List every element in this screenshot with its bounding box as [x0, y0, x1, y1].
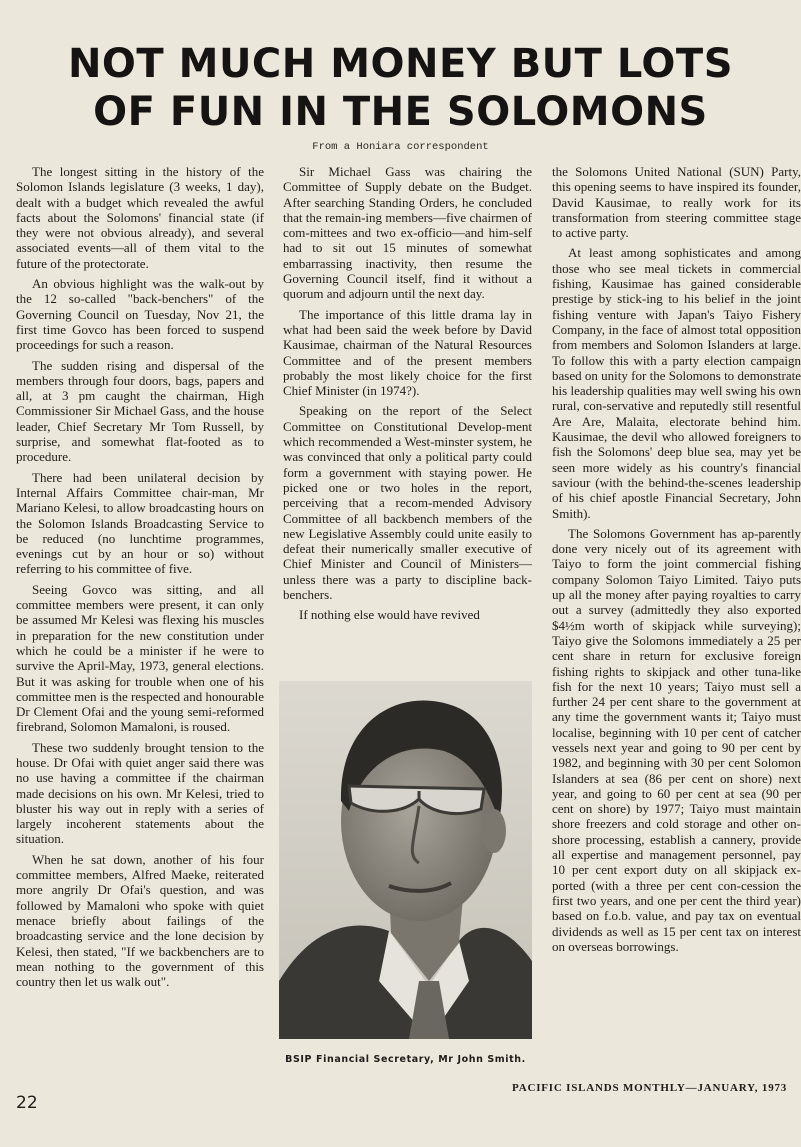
- paragraph: Sir Michael Gass was chairing the Committee of Supply debate on the Budget. After searching Standing Orders, he concluded that the remain-ing members—five chairmen of com-mittees and two ex-officio—and him-self had to sit out 15 minutes of somewhat embarrassing inactivity, then resume the Governing Council itself, find it without a quorum and adjourn until the next day.: [283, 164, 532, 302]
- photo-caption: BSIP Financial Secretary, Mr John Smith.: [285, 1054, 526, 1065]
- byline: From a Honiara correspondent: [312, 141, 489, 153]
- paragraph: Seeing Govco was sitting, and all committee members were present, it can only be assumed Mr Kelesi was flexing his muscles in preparation for the new constitution under which he could be a minister if he were to survive the April-May, 1973, general elections. But it was asking for trouble when one of his committee men is the respected and honourable Dr Clement Ofai and the young semi-reformed firebrand, Solomon Mamaloni, is roused.: [16, 581, 264, 735]
- paragraph: When he sat down, another of his four committee members, Alfred Maeke, reiterated more angrily Dr Ofai's question, and was followed by Mamaloni who spoke with quiet menace briefly about failings of the broadcasting service and the lone decision by Kelesi, then stated, "If we backbenchers are to mean nothing to the government of this country then let us walk out".: [16, 851, 264, 990]
- paragraph: There had been unilateral decision by Internal Affairs Committee chair-man, Mr Mariano Kelesi, to allow broadcasting hours on the Solomon Islands Broadcasting Service to be reduced (no lunchtime programmes, evenings cut by an hour or so) without referring to his committee of five.: [16, 469, 264, 577]
- article-column-1: [16, 164, 264, 994]
- paragraph: The longest sitting in the history of the Solomon Islands legislature (3 weeks, 1 day), dealt with a budget which revealed the awful facts about the Solomons' financial state (if they were not obvious already), and several associated events—all of them vital to the future of the protectorate.: [16, 164, 264, 271]
- paragraph: The Solomons Government has ap-parently done very nicely out of its agreement with Taiyo to form the joint commercial fishing company Solomon Taiyo Limited. Taiyo puts up all the money after paying royalties to carry out a survey (admittedly they also exported $4½m worth of skipjack while surveying); Taiyo give the Solomons immediately a 25 per cent share in return for exclusive foreign fishing rights to skipjack and other tuna-like fish for the next 10 years; Taiyo must sell a further 24 per cent share to the government at any time the government wants it; Taiyo must localise, beginning with 10 per cent of catcher vessels next year and going to 90 per cent by 1982, and beginning with 30 per cent Solomon Islanders at sea (86 per cent on shore) next year, and going to 60 per cent at sea (90 per cent on shore) by 1977; Taiyo must maintain shore freezers and cold storage and other on-shore processing, establish a cannery, provide all expertise and management personnel, pay 10 per cent export duty on all skipjack ex-ported (with a three per cent con-cession the first two years, and one per cent the third year) based on f.o.b. value, and pay tax on eventual dividends as well as 15 per cent tax on interest on overseas borrowings.: [552, 525, 801, 954]
- paragraph: The importance of this little drama lay in what had been said the week before by David Kausimae, chairman of the Natural Resources Committee and of the present members probably the most likely choice for the first Chief Minister (in 1974?).: [283, 306, 532, 399]
- headline-line-1: NOT MUCH MONEY BUT LOTS: [67, 41, 734, 87]
- paragraph: An obvious highlight was the walk-out by the 12 so-called "back-benchers" of the Governing Council on Tuesday, Nov 21, the first time Govco has been forced to suspend proceedings for such a reason.: [16, 276, 264, 353]
- paragraph: At least among sophisticates and among those who see meal tickets in commercial fishing, Kausimae has gained considerable prestige by stick-ing to his belief in the joint fishing venture with Japan's Taiyo Fishery Company, in the face of almost total opposition from members and Solomon Islanders at large. To follow this with a party election campaign based on unity for the Solomons to demonstrate his leadership qualities may well swing his own rural, con-servative and reputedly still resentful Are Are, Malaita, electorate behind him. Kausimae, the devil who allowed foreigners to fish the Solomons' deep blue sea, may yet be seen more widely as his country's financial saviour (with the behind-the-scenes leadership of his chief apostle Financial Secretary, John Smith).: [552, 245, 801, 521]
- paragraph: These two suddenly brought tension to the house. Dr Ofai with quiet anger said there was no use having a committee if the chairman made decisions on his own. Mr Kelesi, tried to bluster his way out in reply with a series of largely incoherent statements about the situation.: [16, 739, 264, 847]
- paragraph: Speaking on the report of the Select Committee on Constitutional Develop-ment which recommended a West-minster system, he was convinced that only a political party could form a government with staying power. He picked one or two holes in the report, perceiving that a recom-mended Advisory Committee of all backbench members of the new Legislative Assembly could unite easily to defeat their numerically smaller executive of Chief Minister and Council of Ministers—unless there was a party to discipline back-benchers.: [283, 403, 532, 603]
- paragraph: The sudden rising and dispersal of the members through four doors, bags, papers and all, at 3 pm caught the chairman, High Commissioner Sir Michael Gass, and the house leader, Chief Secretary Mr Tom Russell, by surprise, and somewhat flat-footed as to procedure.: [16, 357, 264, 465]
- paragraph: the Solomons United National (SUN) Party, this opening seems to have inspired its founder, David Kausimae, to really work for its transformation from steering committee stage to active party.: [552, 164, 801, 241]
- page-number: 22: [16, 1093, 38, 1113]
- headline: [0, 40, 801, 136]
- portrait-illustration: [279, 681, 532, 1039]
- article-column-2: [283, 164, 532, 628]
- headline-line-2: OF FUN IN THE SOLOMONS: [93, 89, 708, 135]
- portrait-photo: [279, 681, 532, 1039]
- article-column-3: [552, 164, 801, 959]
- paragraph: If nothing else would have revived: [299, 607, 480, 623]
- running-footer: PACIFIC ISLANDS MONTHLY—JANUARY, 1973: [512, 1082, 788, 1094]
